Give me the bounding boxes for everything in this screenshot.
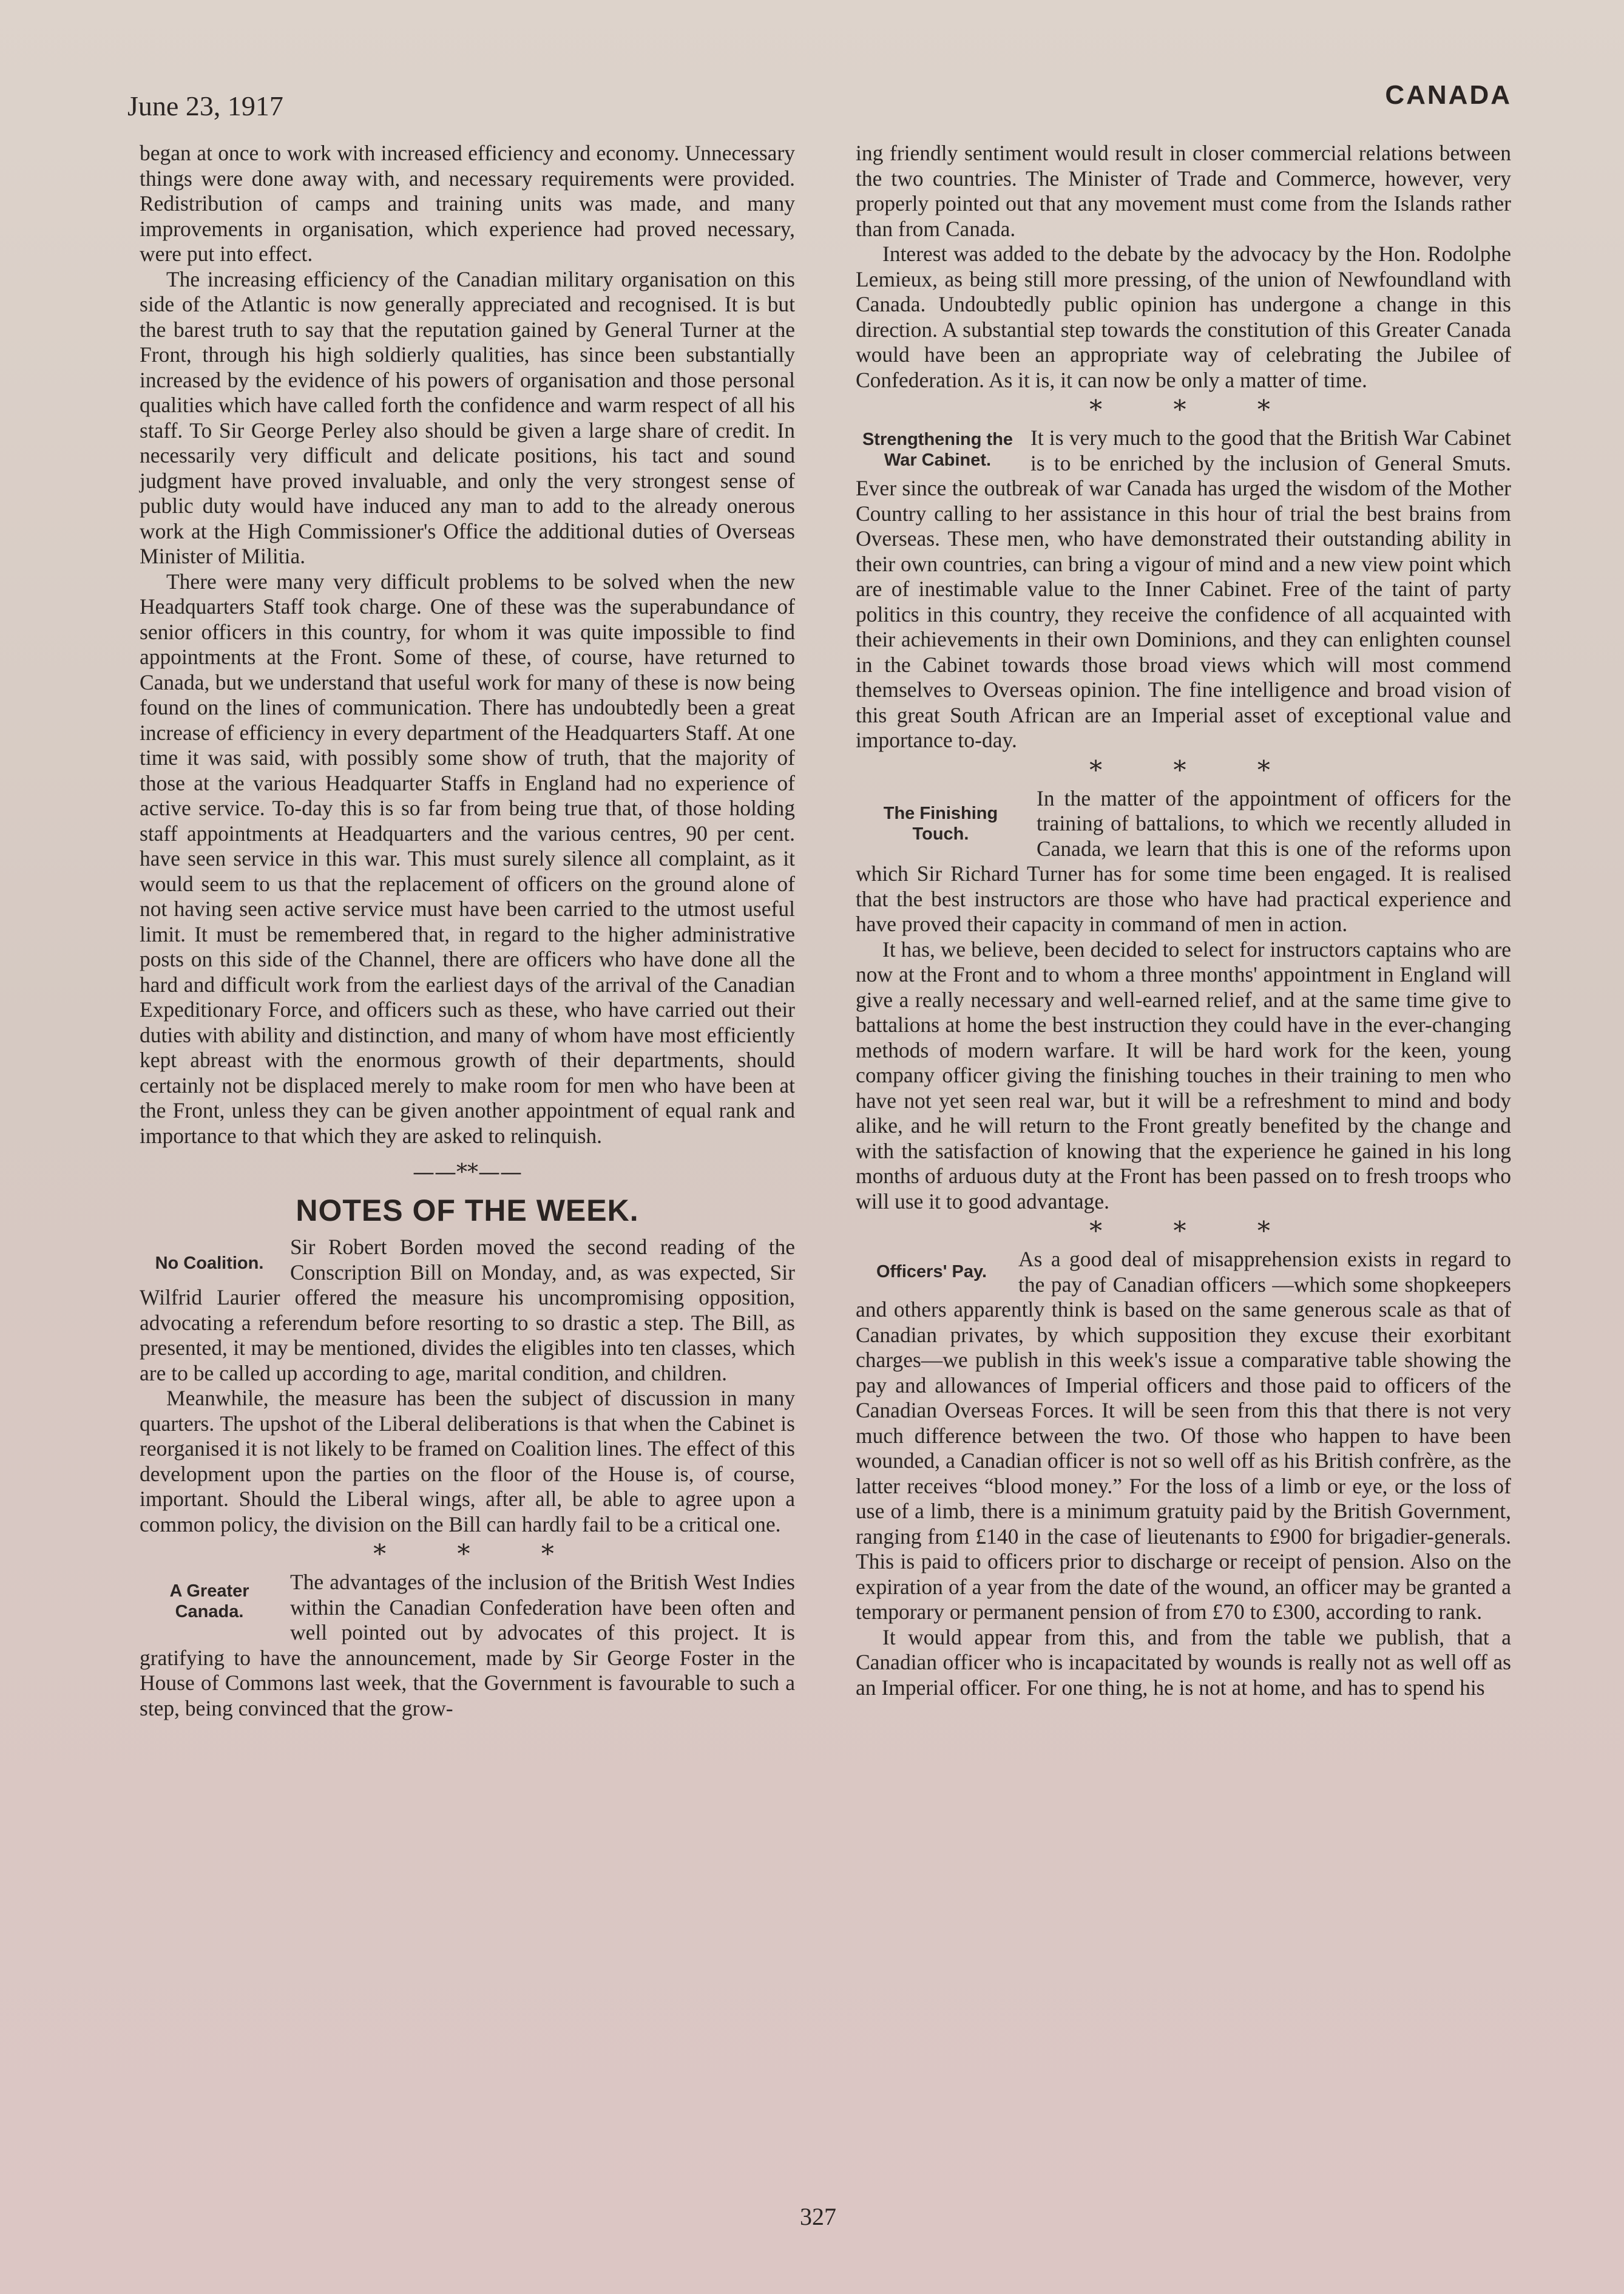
- star-divider: * * *: [1089, 1216, 1302, 1246]
- star-divider: * * *: [1089, 755, 1302, 785]
- left-column: [140, 141, 795, 1721]
- page-number: 327: [800, 2203, 836, 2230]
- note-paragraph: As a good deal of misapprehension exists in regard to the pay of Canadian officers —which some shopkeepers and others apparently think is based on the same generous scale as that of Canadian privates, by which supposition they excuse their exorbitant charges—we publish in this week's issue a comparative table showing the pay and allowances of Imperial officers and those paid to officers of the Canadian Overseas Forces. It will be seen from this that there is not very much difference between the two. Of those who happen to have been wounded, a Canadian officer is not so well off as his British confrère, as the latter receives “blood money.” For the loss of a limb or eye, or the loss of use of a limb, there is a minimum gratuity paid by the British Government, ranging from £140 in the case of lieutenants to £900 for brigadier-generals. This is paid to officers prior to discharge or receipt of pension. Also on the expiration of a year from the date of the wound, an officer may be granted a temporary or permanent pension of from £70 to £300, according to rank.: [856, 1247, 1511, 1624]
- issue-date: June 23, 1917: [127, 90, 283, 121]
- side-heading: The Finishing Touch.: [883, 803, 998, 844]
- note-paragraph: Meanwhile, the measure has been the subject of discussion in many quarters. The upshot of the Liberal deliberations is that when the Cabinet is reorganised it is not likely to be framed on Coalition lines. The effect of this development upon the parties on the floor of the House is, of course, important. Should the Liberal wings, after all, be able to agree upon a common policy, the division on the Bill can hardly fail to be a critical one.: [140, 1386, 795, 1536]
- note-paragraph: It is very much to the good that the British War Cabinet is to be enriched by the inclusion of General Smuts. Ever since the outbreak of war Canada has urged the wisdom of the Mother Country calling to her assistance in this hour of trial the best brains from Overseas. These men, who have demonstrated their outstanding ability in their own countries, can bring a vigour of mind and a new view point which are of inestimable value to the Inner Cabinet. Free of the taint of party politics in this country, they receive the confidence of all acquainted with their achievements in their own Dominions, and they can enlighten counsel in the Cabinet towards those broad views which will most commend themselves to Overseas opinion. The fine intelligence and broad vision of this great South African are an Imperial asset of exceptional value and importance to-day.: [856, 426, 1511, 752]
- publication-title: CANADA: [1385, 80, 1512, 110]
- article-paragraph: began at once to work with increased efficiency and economy. Unnecessary things were done away with, and necessary requirements were provided. Redistribution of camps and training units was made, and many improvements in organisation, which experience had proved necessary, were put into effect.: [140, 141, 795, 266]
- article-paragraph: There were many very difficult problems to be solved when the new Headquarters Staff took charge. One of these was the superabundance of senior officers in this country, for whom it was quite impossible to find appointments at the Front. Some of these, of course, have returned to Canada, but we understand that useful work for many of these is now being found on the lines of communication. There has undoubtedly been a great increase of efficiency in every department of the Headquarters Staff. At one time it was said, with possibly some show of truth, that the majority of those at the various Headquarter Staffs in England had no experience of active service. To-day this is so far from being true that, of those holding staff appointments at Headquarters and the various centres, 90 per cent. have seen service in this war. This must surely silence all complaint, as it would seem to us that the replacement of officers on the ground alone of not having seen active service must have been carried to the utmost useful limit. It must be remembered that, in regard to the higher administrative posts on this side of the Channel, there are officers who have done all the hard and difficult work from the earliest days of the arrival of the Canadian Expeditionary Force, and officers such as these, who have carried out their duties with ability and distinction, and many of whom have most efficiently kept abreast with the enormous growth of their departments, should certainly not be displaced merely to make room for men who have been at the Front, unless they can be given another appointment of equal rank and importance to that which they are asked to relinquish.: [140, 569, 795, 1148]
- right-column: [856, 141, 1511, 1700]
- article-paragraph: Interest was added to the debate by the advocacy by the Hon. Rodolphe Lemieux, as being still more pressing, of the union of Newfoundland with Canada. Undoubtedly public opinion has undergone a change in this direction. A substantial step towards the constitution of this Greater Canada would have been an appropriate way of celebrating the Jubilee of Confederation. As it is, it can now be only a matter of time.: [856, 242, 1511, 392]
- side-heading: No Coalition.: [155, 1254, 264, 1273]
- note-paragraph: Sir Robert Borden moved the second reading of the Conscription Bill on Monday, and, as was expected, Sir Wilfrid Laurier offered the measure his uncompromising opposition, advocating a referendum before resorting to so drastic a step. The Bill, as presented, it may be mentioned, divides the eligibles into ten classes, which are to be called up according to age, marital condition, and children.: [140, 1235, 795, 1385]
- note-officers-pay: [856, 1247, 1511, 1700]
- star-divider: * * *: [373, 1539, 586, 1569]
- notes-of-the-week-title: NOTES OF THE WEEK.: [296, 1193, 639, 1227]
- section-separator: ——**——: [413, 1160, 522, 1185]
- note-paragraph: The advantages of the inclusion of the British West Indies within the Canadian Confederation have been often and well pointed out by advocates of this project. It is gratifying to have the announcement, made by Sir George Foster in the House of Commons last week, that the Government is favourable to such a step, being convinced that the grow-: [140, 1570, 795, 1720]
- side-heading: A Greater Canada.: [169, 1581, 249, 1621]
- note-paragraph: In the matter of the appointment of officers for the training of battalions, to which we recently alluded in Canada, we learn that this is one of the reforms upon which Sir Richard Turner has for some time been engaged. It is realised that the best instructors are those who have had practical experience and have proved their capacity in command of men in action.: [856, 786, 1511, 936]
- note-no-coalition: [140, 1235, 795, 1537]
- note-paragraph: It would appear from this, and from the table we publish, that a Canadian officer who is incapacitated by wounds is really not as well off as an Imperial officer. For one thing, he is not at home, and has to spend his: [856, 1624, 1511, 1700]
- side-heading: Strengthening the War Cabinet.: [862, 430, 1013, 470]
- note-war-cabinet: [856, 426, 1511, 753]
- note-greater-canada: [140, 1570, 795, 1721]
- article-paragraph: The increasing efficiency of the Canadian military organisation on this side of the Atlantic is now generally appreciated and recognised. It is but the barest truth to say that the reputation gained by General Turner at the Front, through his high soldierly qualities, has since been substantially increased by the evidence of his powers of organisation and those personal qualities which have called forth the confidence and warm respect of all his staff. To Sir George Perley also should be given a large share of credit. In necessarily very difficult and delicate positions, his tact and sound judgment have proved invaluable, and only the very strongest sense of public duty would have induced any man to add to the already onerous work at the High Commissioner's Office the additional duties of Overseas Minister of Militia.: [140, 266, 795, 568]
- article-paragraph: ing friendly sentiment would result in closer commercial relations between the two countries. The Minister of Trade and Commerce, however, very properly pointed out that any movement must come from the Islands rather than from Canada.: [856, 141, 1511, 241]
- note-paragraph: It has, we believe, been decided to select for instructors captains who are now at the Front and to whom a three months' appointment in England will give a really necessary and well-earned relief, and at the same time give to battalions at home the best instruction they could have in the ever-changing methods of modern warfare. It will be hard work for the keen, young company officer giving the finishing touches in their training to men who have not yet seen real war, but it will be a refreshment to mind and body alike, and he will return to the Front greatly benefited by the change and with the satisfaction of knowing that the experience he gained in his long months of arduous duty at the Front has been passed on to fresh troops who will use it to good advantage.: [856, 937, 1511, 1213]
- side-heading: Officers' Pay.: [876, 1262, 987, 1281]
- note-finishing-touch: [856, 786, 1511, 1215]
- star-divider: * * *: [1089, 395, 1302, 424]
